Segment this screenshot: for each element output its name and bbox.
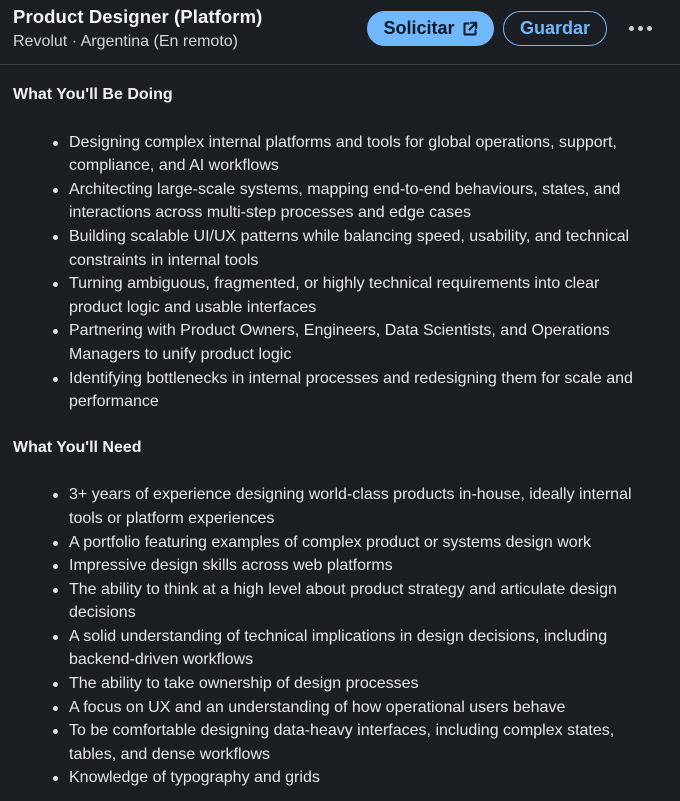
requirements-list: [13, 459, 667, 790]
apply-button-label: Solicitar: [383, 18, 455, 38]
section-heading: What You'll Need: [13, 438, 142, 456]
list-item: Turning ambiguous, fragmented, or highly technical requirements into clear product logic and usable interfaces: [69, 272, 667, 319]
list-item: Impressive design skills across web platforms: [69, 554, 667, 578]
job-company-location: Revolut · Argentina (En remoto): [13, 33, 238, 50]
list-item: 3+ years of experience designing world-class products in-house, ideally internal tools or platform experiences: [69, 483, 667, 530]
external-link-icon: [462, 21, 478, 37]
list-item: The ability to think at a high level about product strategy and articulate design decisions: [69, 578, 667, 625]
ellipsis-icon: [629, 26, 634, 31]
ellipsis-icon: [638, 26, 643, 31]
list-item: Identifying bottlenecks in internal processes and redesigning them for scale and performance: [69, 367, 667, 414]
list-item: The ability to take ownership of design processes: [69, 672, 667, 696]
job-header: [0, 0, 680, 65]
apply-button[interactable]: [367, 11, 494, 46]
list-item: Architecting large-scale systems, mapping end-to-end behaviours, states, and interactions across multi-step processes and edge cases: [69, 178, 667, 225]
list-item: Building scalable UI/UX patterns while balancing speed, usability, and technical constraints in internal tools: [69, 225, 667, 272]
list-item: Designing complex internal platforms and tools for global operations, support, compliance, and AI workflows: [69, 131, 667, 178]
ellipsis-icon: [647, 26, 652, 31]
responsibilities-list: [13, 107, 667, 414]
list-item: A portfolio featuring examples of complex product or systems design work: [69, 531, 667, 555]
job-description: [0, 65, 680, 790]
list-item: A focus on UX and an understanding of how operational users behave: [69, 696, 667, 720]
job-title: Product Designer (Platform): [13, 6, 263, 27]
list-item: A solid understanding of technical implications in design decisions, including backend-driven workflows: [69, 625, 667, 672]
section-heading: What You'll Be Doing: [13, 86, 173, 103]
list-item: Partnering with Product Owners, Engineers, Data Scientists, and Operations Managers to unify product logic: [69, 319, 667, 366]
list-item: To be comfortable designing data-heavy interfaces, including complex states, tables, and dense workflows: [69, 719, 667, 766]
more-options-button[interactable]: [624, 14, 656, 42]
list-item: Knowledge of typography and grids: [69, 766, 667, 790]
save-button[interactable]: Guardar: [503, 11, 607, 46]
